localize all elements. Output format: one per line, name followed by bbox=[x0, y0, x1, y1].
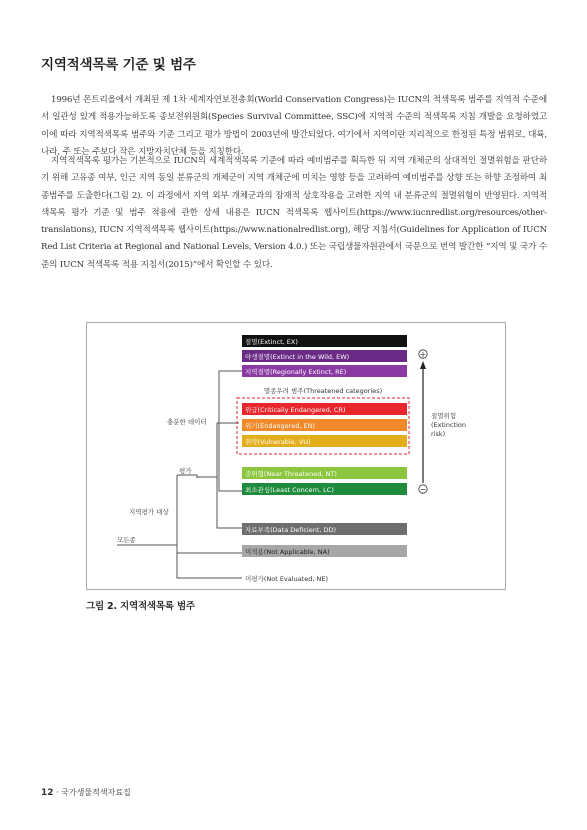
figure-regional-red-list-categories bbox=[86, 322, 506, 590]
connector-adequate bbox=[217, 371, 242, 423]
category-label-ew: 야생절멸(Extinct in the Wild, EW) bbox=[245, 352, 350, 361]
paragraph-intro: 1996년 몬트리올에서 개최된 제 1차 세계자연보전총회(World Conservation Congress)는 IUCN의 적색목록 범주를 지역적 수준에서 일관성 있게 적용가능하도록 종보전위원회(Species Survival Committee, SSC)에 지역적 수준의 적색목록 지침 개발을 요청하였고 이에 따라 지역적색목록 범주와 기준 그리고 평가 방법이 2003년에 발간되었다. 여기에서 지역이란 지리적으로 한정된 특정 범위로, 대륙, 나라, 주 또는 주보다 작은 지방자치단체 등을 지칭한다. bbox=[41, 95, 547, 157]
category-diagram bbox=[87, 323, 505, 589]
page-footer bbox=[41, 787, 131, 798]
connector-to-na bbox=[177, 549, 242, 553]
paragraph-assessment: 지역적색목록 평가는 기본적으로 IUCN의 세계적색목록 기준에 따라 예비범주를 획득한 뒤 지역 개체군의 상대적인 절멸위험을 판단하기 위해 고유종 여부, 인근 지역 동일 분류군의 개체군이 지역 개체군에 미치는 영향 등을 고려하여 예비범주를 상향 또는 하향 조정하여 최종범주를 도출한다(그림 2). 이 과정에서 지역 외부 개체군과의 잠재적 상호작용을 고려한 지역 내 분류군의 절멸위험이 반영된다. 지역적색목록 평가 기준 및 범주 적용에 관한 상세 내용은 IUCN 적색목록 웹사이트(https://www.iucnredlist.org/resources/other-translations), IUCN 지역적색목록 웹사이트(https://www.nationalredlist.org), 해당 지침서(Guidelines for Application of IUCN Red List Criteria at Regional and National Levels, Version 4.0.) 또는 국립생물자원관에서 국문으로 번역 발간한 “지역 및 국가 수준의 IUCN 적색목록 적용 지침서(2015)”에서 확인할 수 있다. bbox=[41, 156, 547, 270]
all-species-label: 모든종 bbox=[117, 536, 136, 544]
not-evaluated-label: 미평가(Not Evaluated, NE) bbox=[245, 575, 328, 583]
category-label-en: 위기(Endangered, EN) bbox=[245, 421, 315, 430]
risk-label-line1: 절멸위험 bbox=[431, 412, 457, 420]
evaluated-label: 평가 bbox=[179, 467, 192, 475]
risk-label-line2: (Extinction bbox=[431, 421, 466, 429]
category-label-re: 지역절멸(Regionally Extinct, RE) bbox=[245, 367, 347, 376]
connector-to-evaluated bbox=[177, 475, 197, 477]
plus-sign: + bbox=[419, 350, 427, 359]
category-label-cr: 위급(Critically Endangered, CR) bbox=[245, 405, 346, 414]
regional-target-label: 지역평가 대상 bbox=[129, 508, 169, 516]
category-label-ex: 절멸(Extinct, EX) bbox=[245, 337, 298, 346]
category-label-lc: 최소관심(Least Concern, LC) bbox=[245, 485, 334, 494]
connector-nt-lc bbox=[219, 423, 242, 491]
footer-bullet: · bbox=[56, 788, 62, 797]
page-number: 12 bbox=[41, 788, 54, 798]
risk-label-line3: risk) bbox=[431, 430, 446, 438]
figure-caption: 그림 2. 지역적색목록 범주 bbox=[86, 601, 195, 612]
category-label-nt: 준위협(Near Threatened, NT) bbox=[245, 469, 337, 478]
connector-regional bbox=[177, 475, 242, 578]
minus-sign: − bbox=[419, 485, 427, 494]
footer-publication: 국가생물적색자료집 bbox=[61, 788, 131, 797]
page-title: 지역적색목록 기준 및 범주 bbox=[41, 57, 196, 73]
adequate-data-label: 충분한 데이터 bbox=[167, 418, 207, 426]
category-bars bbox=[242, 335, 407, 557]
risk-arrowhead bbox=[420, 361, 426, 369]
category-label-vu: 취약(Vulnerable, VU) bbox=[245, 437, 311, 446]
category-label-dd: 자료부족(Data Deficient, DD) bbox=[245, 525, 337, 534]
category-label-na: 미적용(Not Applicable, NA) bbox=[245, 547, 330, 556]
threatened-categories-label: 멸종우려 범주(Threatened categories) bbox=[263, 387, 383, 395]
